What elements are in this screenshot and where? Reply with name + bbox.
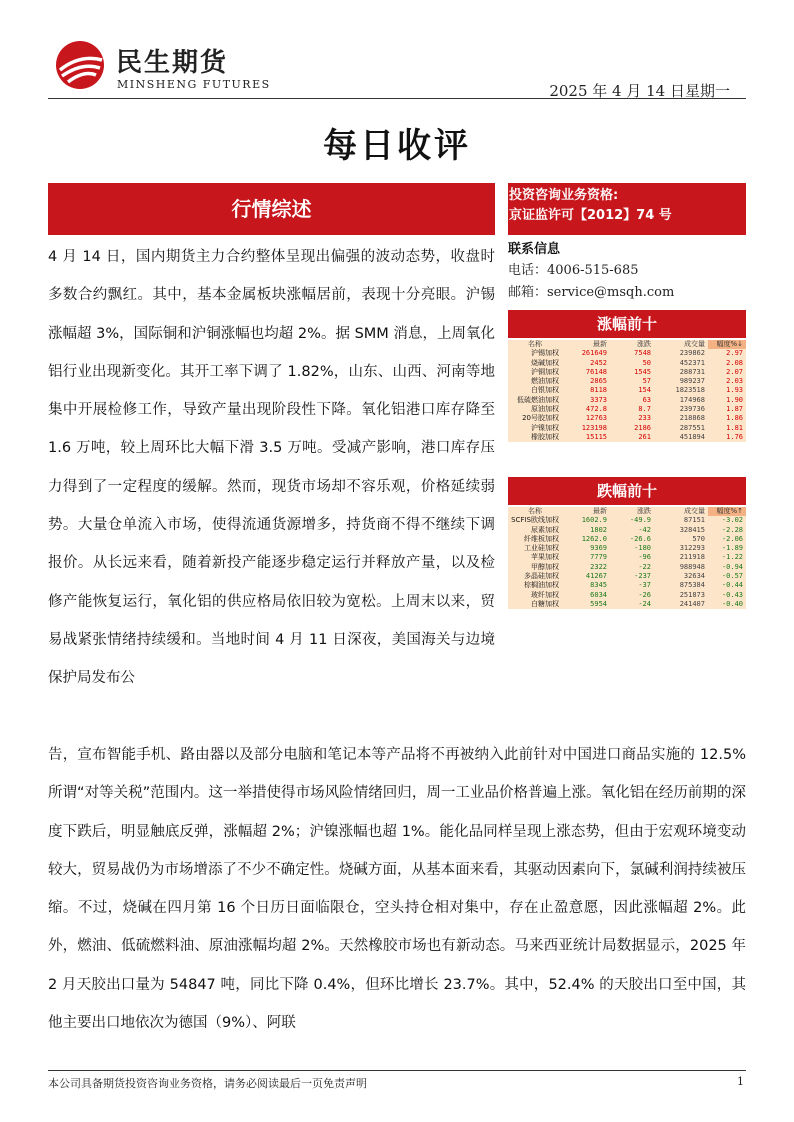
- table-row: [508, 349, 746, 358]
- cell-change: 1545: [634, 367, 651, 376]
- contact-title: 联系信息: [508, 242, 561, 257]
- brand-name-en: MINSHENG FUTURES: [117, 78, 271, 91]
- cell-change: -26: [638, 590, 651, 599]
- table-row: [508, 581, 746, 590]
- contact-phone: 电话：4006-515-685: [508, 263, 639, 278]
- table-row: [508, 396, 746, 405]
- cell-pct: -1.22: [721, 553, 743, 562]
- table-row: [508, 405, 746, 414]
- table-row: [508, 563, 746, 572]
- cell-name: 甲醇加权: [531, 562, 559, 571]
- cell-pct: -0.44: [721, 581, 743, 590]
- cell-volume: 239862: [679, 349, 705, 358]
- table-header-row: [508, 507, 746, 516]
- cell-name: 原油加权: [531, 405, 559, 414]
- qualification-line-1: 投资咨询业务资格:: [509, 188, 619, 203]
- table-row: [508, 414, 746, 423]
- cell-last: 123198: [581, 423, 607, 432]
- cell-last: 7779: [590, 553, 607, 562]
- cell-last: 1262.0: [581, 534, 607, 543]
- cell-last: 2322: [590, 562, 607, 571]
- brand-name-cn: 民生期货: [116, 48, 229, 78]
- report-date: 2025 年 4 月 14 日星期一: [549, 82, 730, 100]
- col-header-volume: 成交量: [684, 507, 705, 515]
- cell-pct: -0.43: [721, 590, 743, 599]
- cell-last: 8118: [590, 386, 607, 395]
- cell-name: 苹果加权: [531, 553, 559, 562]
- cell-change: 57: [642, 377, 651, 386]
- cell-name: 棕榈油加权: [524, 581, 559, 590]
- cell-last: 8345: [590, 581, 607, 590]
- footer-divider: [48, 1070, 746, 1071]
- cell-pct: 1.81: [726, 423, 743, 432]
- cell-last: 3373: [590, 395, 607, 404]
- cell-volume: 211918: [679, 553, 705, 562]
- cell-volume: 87151: [683, 516, 705, 525]
- cell-pct: -2.28: [721, 525, 743, 534]
- cell-pct: -0.40: [721, 599, 743, 608]
- contact-email: 邮箱：service@msqh.com: [508, 285, 675, 300]
- cell-change: 154: [638, 386, 651, 395]
- cell-pct: 2.03: [726, 377, 743, 386]
- cell-volume: 32634: [683, 572, 705, 581]
- cell-pct: -3.02: [721, 516, 743, 525]
- cell-pct: -2.06: [721, 534, 743, 543]
- cell-last: 261649: [581, 349, 607, 358]
- cell-volume: 251873: [679, 590, 705, 599]
- cell-pct: 1.76: [726, 432, 743, 441]
- cell-last: 5954: [590, 599, 607, 608]
- cell-volume: 989237: [679, 377, 705, 386]
- cell-change: 63: [642, 395, 651, 404]
- cell-name: 白糖加权: [531, 599, 559, 608]
- col-header-pct: 幅度%↓: [708, 340, 746, 349]
- table-row: [508, 526, 746, 535]
- table-row: [508, 368, 746, 377]
- cell-change: -37: [638, 581, 651, 590]
- minsheng-logo-icon: [52, 40, 108, 90]
- cell-last: 472.8: [585, 405, 607, 414]
- table-row: [508, 359, 746, 368]
- cell-volume: 312293: [679, 544, 705, 553]
- col-header-name: 名称: [528, 340, 542, 348]
- table-row: [508, 600, 746, 609]
- cell-volume: 287551: [679, 423, 705, 432]
- cell-volume: 174968: [679, 395, 705, 404]
- cell-name: 沪镍加权: [531, 423, 559, 432]
- losers-table-title: 跌幅前十: [508, 477, 746, 505]
- col-header-name: 名称: [528, 507, 542, 515]
- cell-pct: 2.97: [726, 349, 743, 358]
- cell-volume: 875384: [679, 581, 705, 590]
- cell-volume: 218868: [679, 414, 705, 423]
- cell-last: 2865: [590, 377, 607, 386]
- cell-change: -180: [634, 544, 651, 553]
- table-row: [508, 377, 746, 386]
- body-paragraph-2: 告，宣布智能手机、路由器以及部分电脑和笔记本等产品将不再被纳入此前针对中国进口商品实施的 12.5% 所谓“对等关税”范围内。这一举措使得市场风险情绪回归，周一工业品价格普遍上涨。氧化铝在经历前期的深度下跌后，明显触底反弹，涨幅超 2%；沪镍涨幅也超 1%。能化品同样呈现上涨态势，但由于宏观环境变动较大，贸易战仍为市场增添了不少不确定性。烧碱方面，从基本面来看，其驱动因素向下，氯碱利润持续被压缩。不过，烧碱在四月第 16 个日历日面临限仓，空头持仓相对集中，存在止盈意愿，因此涨幅超 2%。此外，燃油、低硫燃料油、原油涨幅均超 2%。天然橡胶市场也有新动态。马来西亚统计局数据显示，2025 年 2 月天胶出口量为 54847 吨，同比下降 0.4%，但环比增长 23.7%。其中，52.4% 的天胶出口至中国，其他主要出口地依次为德国（9%）、阿联: [48, 747, 746, 1032]
- table-header-row: [508, 340, 746, 349]
- table-row: [508, 535, 746, 544]
- cell-name: SCFIS欧线加权: [511, 516, 559, 525]
- table-row: [508, 544, 746, 553]
- cell-name: 橡胶加权: [531, 432, 559, 441]
- table-row: [508, 553, 746, 562]
- table-row: [508, 386, 746, 395]
- cell-pct: -0.57: [721, 572, 743, 581]
- table-row: [508, 591, 746, 600]
- cell-change: -237: [634, 572, 651, 581]
- footer-disclaimer: 本公司具备期货投资咨询业务资格，请务必阅读最后一页免责声明: [48, 1077, 367, 1090]
- cell-last: 2452: [590, 358, 607, 367]
- cell-last: 6034: [590, 590, 607, 599]
- cell-volume: 988948: [679, 562, 705, 571]
- cell-name: 沪铜加权: [531, 367, 559, 376]
- page-number: 1: [737, 1075, 744, 1088]
- document-title: 每日收评: [323, 126, 471, 166]
- table-row: [508, 433, 746, 442]
- cell-change: -96: [638, 553, 651, 562]
- table-row: [508, 516, 746, 525]
- cell-change: 2186: [634, 423, 651, 432]
- cell-name: 沪锡加权: [531, 349, 559, 358]
- cell-pct: -0.94: [721, 562, 743, 571]
- cell-last: 15115: [585, 432, 607, 441]
- cell-last: 41267: [585, 572, 607, 581]
- cell-volume: 452371: [679, 358, 705, 367]
- cell-name: 工业硅加权: [524, 544, 559, 553]
- cell-name: 20号胶加权: [522, 414, 559, 423]
- gainers-table: [508, 340, 746, 442]
- table-row: [508, 424, 746, 433]
- cell-last: 1802: [590, 525, 607, 534]
- gainers-table-title: 涨幅前十: [508, 310, 746, 338]
- cell-volume: 451894: [679, 432, 705, 441]
- cell-name: 多晶硅加权: [524, 572, 559, 581]
- cell-name: 烧碱加权: [531, 358, 559, 367]
- col-header-last: 最新: [593, 340, 607, 348]
- cell-change: -42: [638, 525, 651, 534]
- cell-pct: 2.07: [726, 367, 743, 376]
- col-header-volume: 成交量: [684, 340, 705, 348]
- cell-change: 7548: [634, 349, 651, 358]
- cell-name: 低硫燃油加权: [517, 395, 559, 404]
- col-header-change: 涨跌: [637, 507, 651, 515]
- cell-name: 白银加权: [531, 386, 559, 395]
- cell-pct: 1.86: [726, 414, 743, 423]
- cell-name: 玻纤加权: [531, 590, 559, 599]
- body-paragraph-1: 4 月 14 日，国内期货主力合约整体呈现出偏强的波动态势，收盘时多数合约飘红。其中，基本金属板块涨幅居前，表现十分亮眼。沪锡涨幅超 3%，国际铜和沪铜涨幅也均超 2%。据 SMM 消息，上周氧化铝行业出现新变化。其开工率下调了 1.82%，山东、山西、河南等地集中开展检修工作，导致产量出现阶段性下降。氧化铝港口库存降至 1.6 万吨，较上周环比大幅下滑 3.5 万吨。受减产影响，港口库存压力得到了一定程度的缓解。然而，现货市场却不容乐观，价格延续弱势。大量仓单流入市场，使得流通货源增多，持货商不得不继续下调报价。从长远来看，随着新投产能逐步稳定运行并释放产量，以及检修产能恢复运行，氧化铝的供应格局依旧较为宽松。上周末以来，贸易战紧张情绪持续缓和。当地时间 4 月 11 日深夜，美国海关与边境保护局发布公: [48, 249, 495, 687]
- cell-pct: 1.93: [726, 386, 743, 395]
- qualification-box: [508, 183, 746, 235]
- col-header-pct: 幅度%↑: [708, 507, 746, 516]
- cell-volume: 239736: [679, 405, 705, 414]
- header-divider: [48, 98, 746, 99]
- cell-name: 尿素加权: [531, 525, 559, 534]
- cell-change: -22: [638, 562, 651, 571]
- cell-volume: 241407: [679, 599, 705, 608]
- cell-name: 纤维板加权: [524, 534, 559, 543]
- cell-last: 12763: [585, 414, 607, 423]
- cell-change: 233: [638, 414, 651, 423]
- cell-pct: 1.90: [726, 395, 743, 404]
- cell-name: 燃油加权: [531, 377, 559, 386]
- cell-change: 8.7: [638, 405, 651, 414]
- cell-pct: 2.08: [726, 358, 743, 367]
- cell-change: 50: [642, 358, 651, 367]
- cell-change: -26.6: [629, 534, 651, 543]
- cell-change: -24: [638, 599, 651, 608]
- cell-pct: 1.87: [726, 405, 743, 414]
- col-header-change: 涨跌: [637, 340, 651, 348]
- section-banner-market-overview: 行情综述: [48, 183, 495, 235]
- cell-change: -49.9: [629, 516, 651, 525]
- cell-pct: -1.89: [721, 544, 743, 553]
- cell-volume: 288731: [679, 367, 705, 376]
- cell-last: 9369: [590, 544, 607, 553]
- losers-table: [508, 507, 746, 609]
- cell-volume: 1823518: [675, 386, 705, 395]
- cell-volume: 570: [692, 534, 705, 543]
- cell-change: 261: [638, 432, 651, 441]
- cell-last: 76148: [585, 367, 607, 376]
- table-row: [508, 572, 746, 581]
- col-header-last: 最新: [593, 507, 607, 515]
- cell-last: 1602.9: [581, 516, 607, 525]
- cell-volume: 328415: [679, 525, 705, 534]
- qualification-line-2: 京证监许可【2012】74 号: [509, 208, 672, 223]
